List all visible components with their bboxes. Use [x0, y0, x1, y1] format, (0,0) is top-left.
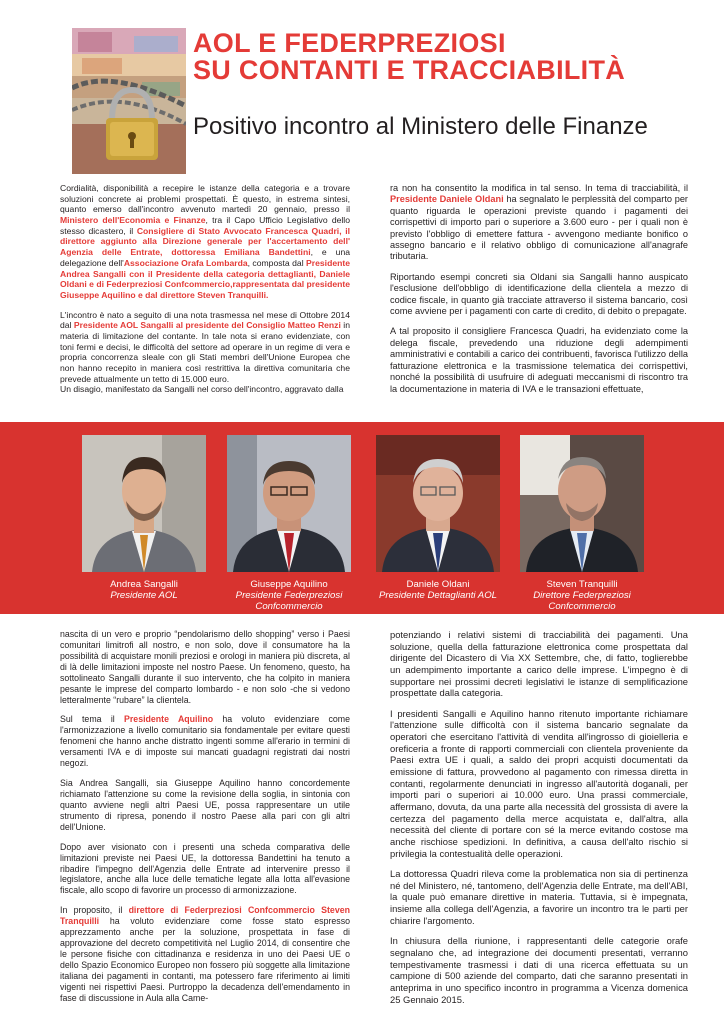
text-run: Cordialità, disponibilità a recepire le istanze della categoria e a trovare soluzioni concrete ai problemi prospettati. È questo, in estrema sintesi, quanto emerso dall'incontro avvenuto martedì 20 gennaio, presso il	[60, 183, 350, 215]
paragraph	[390, 935, 688, 1005]
person-role: Presidente Dettaglianti AOL	[378, 590, 498, 601]
paragraph	[60, 183, 350, 301]
title-line-1: AOL E FEDERPREZIOSI	[193, 28, 506, 58]
paragraph	[60, 384, 350, 395]
person-name: Daniele Oldani	[406, 579, 470, 590]
paragraph	[60, 629, 350, 705]
text-run: ha segnalato le perplessità del comparto per quanto riguarda le operazioni previste quando i pagamenti dei corrispettivi di importo pari o superiore a 3.600 euro - per i quali non è previsto l'obbligo di emettere fattura - avvengono mediante bonifico o assegno bancario e il relativo obbligo di comunicazione all'anagrafe tributaria.	[390, 194, 688, 262]
banknotes-padlock-photo	[72, 28, 186, 174]
highlighted-name: Consigliere di Stato Avvocato Francesca Quadri, il direttore aggiunto alla Direzione generale per l'accertamento dell' Agenzia delle Entrate, dottoressa Emiliana Bandettini	[60, 225, 350, 258]
text-run: , composta dal	[247, 257, 307, 268]
portrait-photo	[520, 435, 644, 572]
text-run: ha voluto evidenziare come fosse stato espresso apprezzamento anche per la soluzione, prospettata in fase di approvazione del decreto competitività nel Luglio 2014, di consentire che le persone fisiche con cittadinanza e residenza in uno dei Paesi UE o dello Spazio Economico Europeo non fossero più soggette alla limitazione italiana dei pagamenti in contanti, ma potessero fare riferimento ai limiti vigenti nei rispettivi Paesi. Purtroppo la decadenza dell'emendamento in fase di discussione in Aula alla Came-	[60, 916, 350, 1003]
paragraph	[390, 868, 688, 926]
text-run: In proposito, il	[60, 905, 129, 916]
text-run: In chiusura della riunione, i rappresentanti delle categorie orafe segnalano che, ad integrazione dei documenti presentati, verranno tempestivamente trasmessi i dati di una ricerca effettuata su un campione di 500 aziende del comparto, dati che saranno presentati in anteprima in uno specifico incontro in programma a Vicenza domenica 25 Gennaio 2015.	[390, 935, 688, 1005]
text-run: A tal proposito il consigliere Francesca Quadri, ha evidenziato come la delega fiscale, prevedendo una riduzione degli adempimenti amministrativi e contabili a carico dei contribuenti, favorisca l'utilizzo della fatturazione elettronica e la trasmissione telematica dei corrispettivi, nonché la possibilità di usufruire di adeguati meccanismi di riscontro tra la documentazione in materia di IVA e le transazioni effettuate,	[390, 326, 688, 394]
caption-oldani	[363, 579, 513, 601]
highlighted-name: direttore di Federpreziosi Confcommercio Steven Tranquilli	[60, 905, 350, 927]
portrait-photo	[376, 435, 500, 572]
text-run: I presidenti Sangalli e Aquilino hanno ritenuto importante richiamare l'attenzione sulle difficoltà con il sistema bancario segnalate da operatori che esercitano l'attività di vendita all'ingrosso di gioielleria e oreficeria a fronte di rapporti commerciali con clientela proveniente da Paesi extra UE i quali, a saldo dei propri acquisti documentati da emissione di fattura, provvedono al pagamento con rimessa diretta in contanti, regolarmente denunciati in ingresso all'autorità doganali, per importi pari o superiori ai 10.000 euro. Una prassi commerciale, affermano, dovuta, da una parte alla necessità del grossista di avere la certezza del pagamento della merce acquistata e, dall'altra, alla necessità del cliente di portare con sé la merce evitando costose ma anche rischiose spedizioni. In definitiva, a causa dell'alto rischio si privilegia la contestualità delle operazioni.	[390, 707, 688, 859]
text-run: Sia Andrea Sangalli, sia Giuseppe Aquilino hanno concordemente richiamato l'attenzione su come la revisione della soglia, in sintonia con quanto avviene negli altri Paesi UE, possa rappresentare un utile strumento di ripresa, ponendo il nostro Paese alla pari con gli altri dell'Unione.	[60, 778, 350, 832]
paragraph	[390, 629, 688, 699]
paragraph	[390, 708, 688, 859]
person-role: Presidente AOL	[110, 590, 178, 601]
portrait-photo	[82, 435, 206, 572]
highlighted-name: Presidente Aquilino	[124, 714, 214, 725]
person-name: Giuseppe Aquilino	[250, 579, 328, 590]
caption-aquilino	[214, 579, 364, 612]
bottom-right-column	[390, 629, 688, 1014]
article-title	[193, 30, 625, 84]
caption-sangalli	[69, 579, 219, 601]
paragraph	[390, 183, 688, 263]
person-role-line2: Confcommercio	[548, 601, 616, 612]
paragraph	[60, 778, 350, 833]
paragraph	[60, 714, 350, 769]
caption-tranquilli	[507, 579, 657, 612]
text-run: , e una delegazione dell'	[60, 247, 351, 268]
portrait-photo	[227, 435, 351, 572]
paragraph	[390, 272, 688, 318]
text-run: Un disagio, manifestato da Sangalli nel corso dell'incontro, aggravato dalla	[60, 384, 344, 395]
paragraph	[60, 905, 350, 1003]
highlighted-name: Presidente AOL Sangalli al presidente del Consiglio Matteo Renzi	[73, 320, 341, 331]
text-run: in materia di limitazione del contante. In tale nota si erano evidenziate, con toni fermi e decisi, le difficoltà del settore ad operare in un regime di vera e propria concorrenza sleale con gli Stati membri dell'Unione Europea che non hanno recepito in maniera così restrittiva la direttiva comunitaria che prevede attualmente un tetto di 15.000 euro.	[60, 320, 350, 384]
person-name: Steven Tranquilli	[546, 579, 618, 590]
title-line-2: SU CONTANTI E TRACCIABILITÀ	[193, 55, 626, 85]
paragraph	[60, 842, 350, 897]
text-run: potenziando i relativi sistemi di tracciabilità dei pagamenti. Una soluzione, quella della fatturazione elettronica come prospettata dal dirigente del Dicastero di Via XX Settembre, che, di fatto, toglierebbe un adempimento importante a carico delle imprese. L'impegno è di supportare nei prossimi decreti legislativi le istanze di semplificazione prospettate dalla categoria.	[390, 629, 688, 699]
text-run: L'incontro è nato a seguito di una nota trasmessa nel mese di Ottobre 2014 dal	[60, 309, 350, 331]
highlighted-name: Presidente Andrea Sangalli con il Presidente della categoria dettaglianti, Daniele Oldani e di Federpreziosi Confcommercio,rappresentata dal presidente Giuseppe Aquilino e dal direttore Steven Tranquilli.	[60, 257, 350, 300]
paragraph	[390, 326, 688, 394]
person-role: Direttore Federpreziosi	[533, 590, 631, 601]
text-run: Dopo aver visionato con i presenti una scheda comparativa delle limitazioni previste nei Paesi UE, la dottoressa Bandettini ha tenuto a ribadire l'impegno dell'Agenzia delle Entrate ad intervenire presso il legislatore, anche alla luce delle tematiche legate alla lotta all'evasione fiscale, allo scopo di favorire un processo di armonizzazione.	[60, 841, 350, 896]
text-run: ha voluto evidenziare come l'armonizzazione a livello comunitario sia fondamentale per evitare questi fenomeni che hanno anche distratto ingenti somme all'erario in termini di versamenti IVA e di imposte sui mancati guadagni registrati dai nostri negozi.	[60, 714, 351, 769]
top-right-column	[390, 183, 688, 404]
text-run: , tra il Capo Ufficio Legislativo dello stesso dicastero, il	[60, 215, 350, 236]
text-run: La dottoressa Quadri rileva come la problematica non sia di pertinenza né del Ministero, né, tantomeno, dell'Agenzia delle Entrate, ma dell'ABI, la quale può emanare direttive in materia. Tuttavia, si è impegnata, insieme alla collega dell'Agenzia, a favorire un incontro tra le parti per chiarire l'argomento.	[390, 868, 688, 926]
person-role-line2: Confcommercio	[255, 601, 323, 612]
article-subtitle: Positivo incontro al Ministero delle Finanze	[193, 113, 648, 140]
text-run: Sul tema il	[60, 714, 125, 725]
highlighted-name: Associazione Orafa Lombarda	[123, 257, 248, 268]
bottom-left-column	[60, 629, 350, 1013]
top-left-column	[60, 183, 350, 404]
paragraph	[60, 310, 350, 385]
text-run: ra non ha consentito la modifica in tal senso. In tema di tracciabilità, il	[390, 183, 688, 193]
person-role: Presidente Federpreziosi	[235, 590, 343, 601]
text-run: nascita di un vero e proprio “pendolarismo dello shopping” verso i Paesi comunitari limitrofi all nostro, e non solo, dove il consumatore ha la possibilità di acquistare monili preziosi e orologi in maniera più discreta, al di là delle limitazioni imposte nel nostro Paese. Un fenomeno, questo, ha sottolineato Sangalli durante il suo intervento, che ha colpito in maniera pesante le imprese del comparto lombardo - e non solo -che si vedono letteralmente “rubare” la clientela.	[60, 629, 350, 705]
text-run: Riportando esempi concreti sia Oldani sia Sangalli hanno auspicato l'esclusione dell'obbligo di identificazione della clientela a mezzo di codice fiscale, in quanto già tracciate attraverso il sistema bancario, così come avviene per i pagamenti con carte di credito, di debito o prepagate.	[390, 271, 688, 317]
person-name: Andrea Sangalli	[110, 579, 178, 590]
highlighted-name: Ministero dell'Economia e Finanze	[60, 215, 206, 226]
highlighted-name: Presidente Daniele Oldani	[390, 194, 504, 205]
